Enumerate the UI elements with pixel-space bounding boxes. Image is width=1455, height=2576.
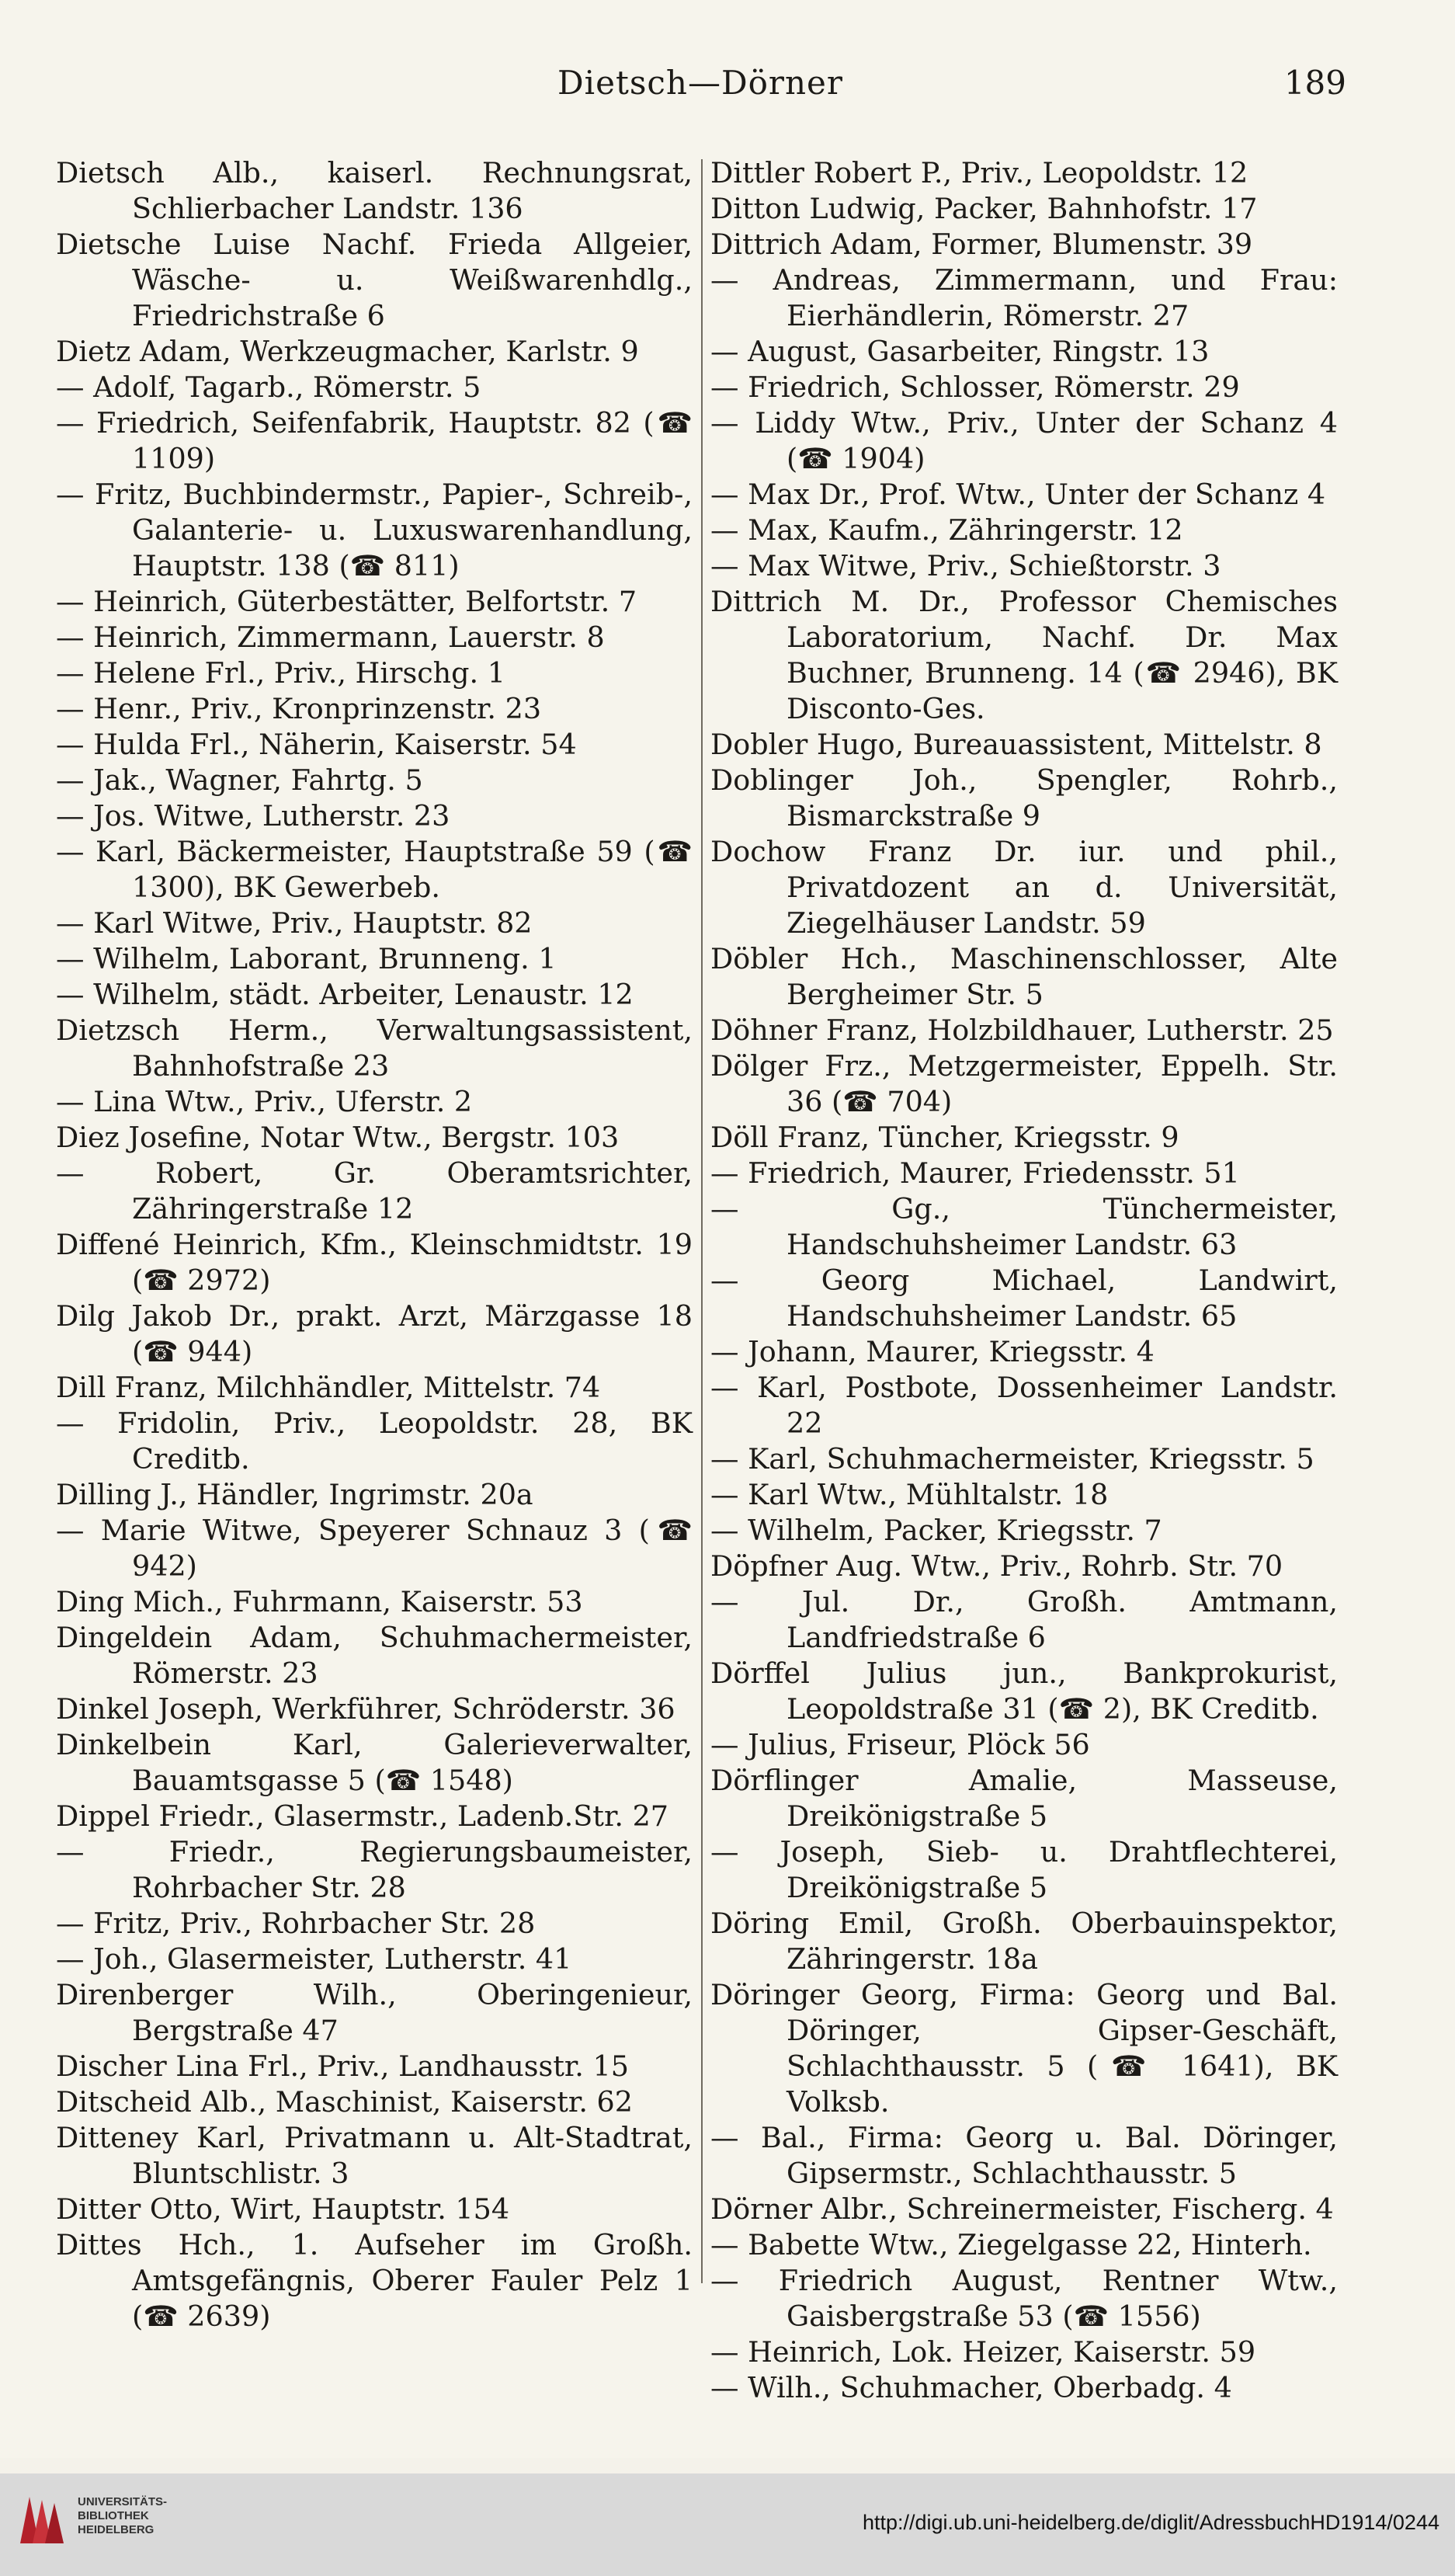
directory-entry: — Fridolin, Priv., Leopoldstr. 28, BK Creditb. — [56, 1406, 693, 1476]
directory-entry: — Joh., Glasermeister, Lutherstr. 41 — [56, 1942, 572, 1976]
right-column — [710, 155, 1338, 2406]
directory-entry: — August, Gasarbeiter, Ringstr. 13 — [710, 335, 1210, 368]
logo-line-3: HEIDELBERG — [78, 2523, 155, 2536]
directory-entry: Döringer Georg, Firma: Georg und Bal. Döringer, Gipser-Geschäft, Schlachthausstr. 5 (☎ 1641), BK Volksb. — [710, 1978, 1338, 2119]
directory-entry: Dietsch Alb., kaiserl. Rechnungsrat, Schlierbacher Landstr. 136 — [56, 156, 693, 225]
directory-entry: — Karl Witwe, Priv., Hauptstr. 82 — [56, 906, 533, 940]
directory-entry: — Karl, Schuhmachermeister, Kriegsstr. 5 — [710, 1442, 1314, 1476]
directory-entry: Discher Lina Frl., Priv., Landhausstr. 15 — [56, 2049, 629, 2083]
directory-entry: — Liddy Wtw., Priv., Unter der Schanz 4 (☎ 1904) — [710, 406, 1338, 475]
directory-entry: Dingeldein Adam, Schuhmachermeister, Römerstr. 23 — [56, 1621, 693, 1690]
directory-entry: — Helene Frl., Priv., Hirschg. 1 — [56, 656, 505, 690]
directory-entry: Dittler Robert P., Priv., Leopoldstr. 12 — [710, 156, 1248, 189]
directory-entry: Ding Mich., Fuhrmann, Kaiserstr. 53 — [56, 1585, 583, 1618]
library-logo-text — [78, 2495, 167, 2537]
directory-entry: — Georg Michael, Landwirt, Handschuhsheimer Landstr. 65 — [710, 1264, 1338, 1333]
directory-entry: — Gg., Tünchermeister, Handschuhsheimer Landstr. 63 — [710, 1192, 1338, 1261]
directory-entry: Dietz Adam, Werkzeugmacher, Karlstr. 9 — [56, 335, 639, 368]
directory-entry: Dölger Frz., Metzgermeister, Eppelh. Str. 36 (☎ 704) — [710, 1049, 1338, 1118]
directory-entry: Dittrich Adam, Former, Blumenstr. 39 — [710, 228, 1253, 261]
directory-entry: — Wilh., Schuhmacher, Oberbadg. 4 — [710, 2371, 1232, 2404]
directory-entry: Döll Franz, Tüncher, Kriegsstr. 9 — [710, 1121, 1179, 1154]
directory-entry: — Heinrich, Zimmermann, Lauerstr. 8 — [56, 621, 605, 654]
directory-entry: Dörffel Julius jun., Bankprokurist, Leopoldstraße 31 (☎ 2), BK Creditb. — [710, 1656, 1338, 1726]
directory-entry: Dilg Jakob Dr., prakt. Arzt, Märzgasse 18 (☎ 944) — [56, 1299, 693, 1368]
directory-entry: — Robert, Gr. Oberamtsrichter, Zähringerstraße 12 — [56, 1156, 693, 1225]
directory-entry: Dill Franz, Milchhändler, Mittelstr. 74 — [56, 1371, 601, 1404]
directory-entry: — Henr., Priv., Kronprinzenstr. 23 — [56, 692, 542, 725]
directory-entry: — Marie Witwe, Speyerer Schnauz 3 (☎ 942) — [56, 1514, 693, 1583]
directory-entry: — Heinrich, Güterbestätter, Belfortstr. 7 — [56, 585, 637, 618]
directory-entry: Ditter Otto, Wirt, Hauptstr. 154 — [56, 2192, 510, 2226]
directory-entry: — Friedrich August, Rentner Wtw., Gaisbergstraße 53 (☎ 1556) — [710, 2264, 1338, 2333]
directory-entry: Dittrich M. Dr., Professor Chemisches Laboratorium, Nachf. Dr. Max Buchner, Brunneng. 14 (☎ 2946), BK Disconto-Ges. — [710, 585, 1338, 725]
directory-entry: — Max, Kaufm., Zähringerstr. 12 — [710, 513, 1183, 547]
directory-entry: Diez Josefine, Notar Wtw., Bergstr. 103 — [56, 1121, 620, 1154]
directory-entry: Dinkel Joseph, Werkführer, Schröderstr. 36 — [56, 1692, 675, 1726]
directory-entry: — Joseph, Sieb- u. Drahtflechterei, Dreikönigstraße 5 — [710, 1835, 1338, 1904]
directory-entry: — Karl, Postbote, Dossenheimer Landstr. 22 — [710, 1371, 1338, 1440]
directory-entry: Döpfner Aug. Wtw., Priv., Rohrb. Str. 70 — [710, 1549, 1283, 1583]
directory-entry: Döring Emil, Großh. Oberbauinspektor, Zähringerstr. 18a — [710, 1907, 1338, 1976]
directory-entry: — Max Witwe, Priv., Schießtorstr. 3 — [710, 549, 1221, 582]
page-number: 189 — [1283, 64, 1346, 102]
directory-entry: — Hulda Frl., Näherin, Kaiserstr. 54 — [56, 728, 577, 761]
directory-entry: Dörflinger Amalie, Masseuse, Dreikönigstraße 5 — [710, 1764, 1338, 1833]
directory-entry: — Babette Wtw., Ziegelgasse 22, Hinterh. — [710, 2228, 1312, 2261]
directory-entry: — Karl, Bäckermeister, Hauptstraße 59 (☎ 1300), BK Gewerbeb. — [56, 835, 693, 904]
directory-entry: Dittes Hch., 1. Aufseher im Großh. Amtsgefängnis, Oberer Fauler Pelz 1 (☎ 2639) — [56, 2228, 693, 2333]
directory-entry: — Wilhelm, Packer, Kriegsstr. 7 — [710, 1514, 1162, 1547]
directory-entry: — Jak., Wagner, Fahrtg. 5 — [56, 763, 423, 797]
directory-entry: — Wilhelm, Laborant, Brunneng. 1 — [56, 942, 557, 975]
column-divider — [701, 159, 703, 2283]
directory-entry: Ditton Ludwig, Packer, Bahnhofstr. 17 — [710, 192, 1258, 225]
directory-entry: — Jul. Dr., Großh. Amtmann, Landfriedstraße 6 — [710, 1585, 1338, 1654]
directory-entry: — Friedr., Regierungsbaumeister, Rohrbacher Str. 28 — [56, 1835, 693, 1904]
directory-entry: Dochow Franz Dr. iur. und phil., Privatdozent an d. Universität, Ziegelhäuser Landstr. 59 — [710, 835, 1338, 940]
directory-entry: Dinkelbein Karl, Galerieverwalter, Bauamtsgasse 5 (☎ 1548) — [56, 1728, 693, 1797]
directory-entry: Dietzsch Herm., Verwaltungsassistent, Bahnhofstraße 23 — [56, 1013, 693, 1083]
directory-entry: Doblinger Joh., Spengler, Rohrb., Bismarckstraße 9 — [710, 763, 1338, 833]
running-title: Dietsch—Dörner — [557, 64, 843, 102]
source-url-link[interactable]: http://digi.ub.uni-heidelberg.de/diglit/AdressbuchHD1914/0244 — [862, 2511, 1439, 2534]
directory-entry: Dilling J., Händler, Ingrimstr. 20a — [56, 1478, 533, 1511]
directory-entry: — Bal., Firma: Georg u. Bal. Döringer, Gipsermstr., Schlachthausstr. 5 — [710, 2121, 1338, 2190]
page-header — [54, 64, 1346, 110]
logo-line-2: BIBLIOTHEK — [78, 2509, 149, 2522]
directory-entry: Dippel Friedr., Glasermstr., Ladenb.Str. 27 — [56, 1799, 669, 1833]
directory-entry: — Wilhelm, städt. Arbeiter, Lenaustr. 12 — [56, 978, 634, 1011]
directory-entry: — Friedrich, Seifenfabrik, Hauptstr. 82 (☎ 1109) — [56, 406, 693, 475]
directory-entry: Diffené Heinrich, Kfm., Kleinschmidtstr. 19 (☎ 2972) — [56, 1228, 693, 1297]
directory-entry: Döhner Franz, Holzbildhauer, Lutherstr. 25 — [710, 1013, 1334, 1047]
directory-entry: — Adolf, Tagarb., Römerstr. 5 — [56, 370, 481, 404]
university-seal-icon — [14, 2489, 68, 2551]
footer-bar — [0, 2473, 1455, 2576]
directory-entry: — Jos. Witwe, Lutherstr. 23 — [56, 799, 450, 833]
directory-entry: Döbler Hch., Maschinenschlosser, Alte Bergheimer Str. 5 — [710, 942, 1338, 1011]
directory-entry: Direnberger Wilh., Oberingenieur, Bergstraße 47 — [56, 1978, 693, 2047]
directory-entry: — Karl Wtw., Mühltalstr. 18 — [710, 1478, 1109, 1511]
directory-entry: — Lina Wtw., Priv., Uferstr. 2 — [56, 1085, 473, 1118]
directory-entry: Dobler Hugo, Bureauassistent, Mittelstr. 8 — [710, 728, 1322, 761]
left-column — [56, 155, 693, 2334]
directory-entry: — Heinrich, Lok. Heizer, Kaiserstr. 59 — [710, 2335, 1256, 2369]
logo-line-1: UNIVERSITÄTS- — [78, 2495, 168, 2508]
directory-entry: Dörner Albr., Schreinermeister, Fischerg. 4 — [710, 2192, 1334, 2226]
directory-entry: — Max Dr., Prof. Wtw., Unter der Schanz 4 — [710, 478, 1326, 511]
directory-entry: — Julius, Friseur, Plöck 56 — [710, 1728, 1090, 1761]
directory-entry: Dietsche Luise Nachf. Frieda Allgeier, Wäsche- u. Weißwarenhdlg., Friedrichstraße 6 — [56, 228, 693, 332]
directory-entry: — Friedrich, Maurer, Friedensstr. 51 — [710, 1156, 1240, 1190]
directory-entry: — Johann, Maurer, Kriegsstr. 4 — [710, 1335, 1155, 1368]
directory-entry: Ditscheid Alb., Maschinist, Kaiserstr. 62 — [56, 2085, 633, 2119]
directory-entry: — Friedrich, Schlosser, Römerstr. 29 — [710, 370, 1240, 404]
directory-entry: Ditteney Karl, Privatmann u. Alt-Stadtrat, Bluntschlistr. 3 — [56, 2121, 693, 2190]
directory-entry: — Fritz, Buchbindermstr., Papier-, Schreib-, Galanterie- u. Luxuswarenhandlung, Hauptstr. 138 (☎ 811) — [56, 478, 693, 582]
directory-entry: — Andreas, Zimmermann, und Frau: Eierhändlerin, Römerstr. 27 — [710, 263, 1338, 332]
directory-entry: — Fritz, Priv., Rohrbacher Str. 28 — [56, 1907, 536, 1940]
